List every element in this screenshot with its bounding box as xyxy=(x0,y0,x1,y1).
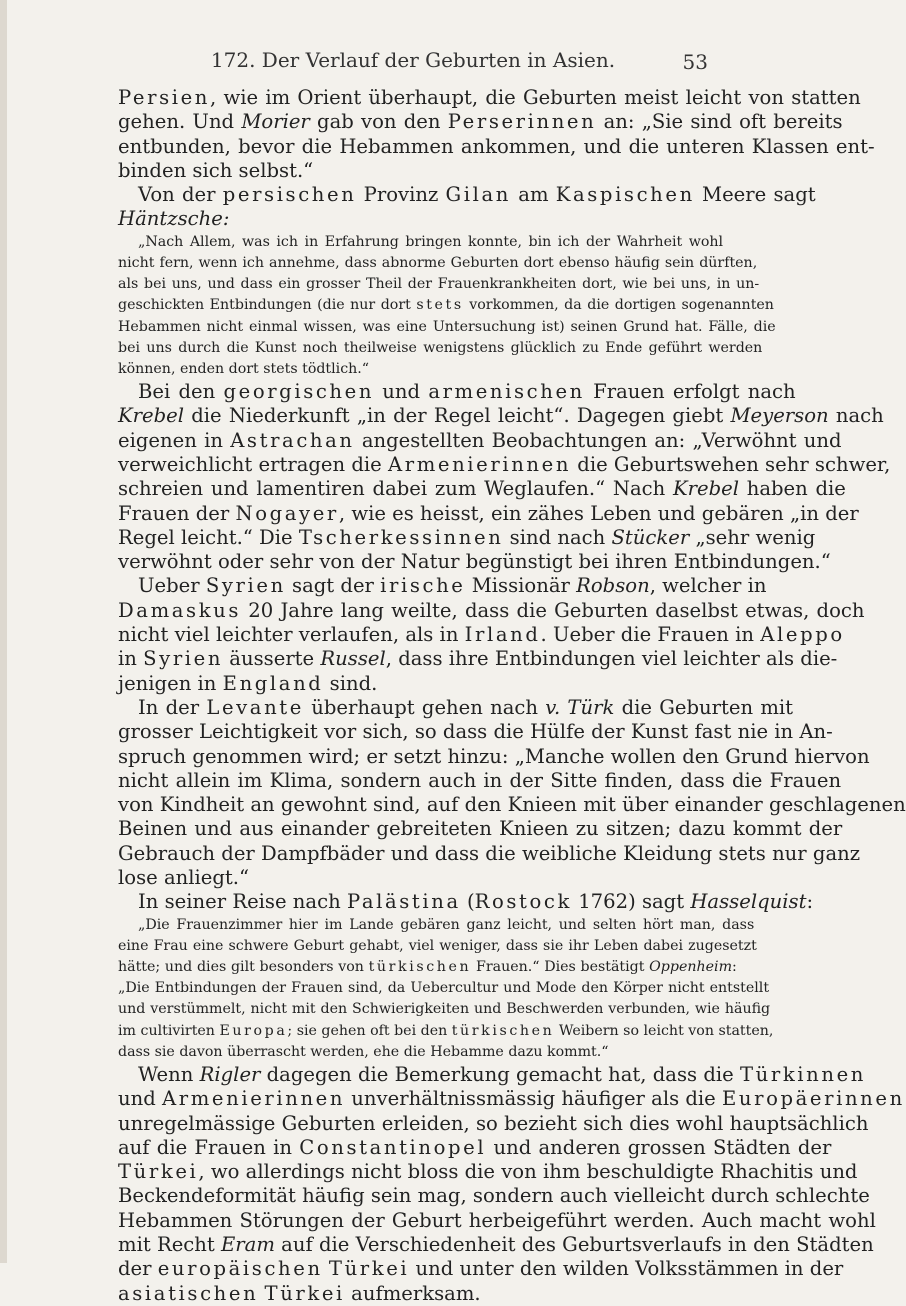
text-line: Beinen und aus einander gebreiteten Knieen zu sitzen; dazu kommt der xyxy=(118,817,843,841)
text-line: verweichlicht ertragen die Armenierinnen die Geburtswehen sehr schwer, xyxy=(118,452,891,476)
text-line: Ueber Syrien sagt der irische Missionär Robson, welcher in xyxy=(138,574,767,598)
text-line: spruch genommen wird; er setzt hinzu: „Manche wollen den Grund hiervon xyxy=(118,744,870,768)
quote-line: „Nach Allem, was ich in Erfahrung bringen konnte, bin ich der Wahrheit wohl xyxy=(138,233,724,250)
running-title: 172. Der Verlauf der Geburten in Asien. xyxy=(210,48,616,72)
text-line: Häntzsche: xyxy=(118,207,230,231)
text-line: Bei den georgischen und armenischen Frauen erfolgt nach xyxy=(138,380,796,404)
text-line: verwöhnt oder sehr von der Natur begünstigt bei ihren Entbindungen.“ xyxy=(118,550,831,574)
text-line: In seiner Reise nach Palästina (Rostock 1762) sagt Hasselquist: xyxy=(138,890,814,914)
text-line: Krebel die Niederkunft „in der Regel leicht“. Dagegen giebt Meyerson nach xyxy=(118,404,884,428)
quote-line: hätte; und dies gilt besonders von türkischen Frauen.“ Dies bestätigt Oppenheim: xyxy=(118,959,737,975)
text-line: schreien und lamentiren dabei zum Weglaufen.“ Nach Krebel haben die xyxy=(118,477,846,501)
text-line: Türkei, wo allerdings nicht bloss die von ihm beschuldigte Rhachitis und xyxy=(118,1160,858,1184)
text-line: Frauen der Nogayer, wie es heisst, ein zähes Leben und gebären „in der xyxy=(118,501,859,525)
quote-line: dass sie davon überrascht werden, ehe die Hebamme dazu kommt.“ xyxy=(118,1043,609,1060)
quote-line: geschickten Entbindungen (die nur dort stets vorkommen, da die dortigen sogenannten xyxy=(118,297,774,314)
quote-line: Hebammen nicht einmal wissen, was eine Untersuchung ist) seinen Grund hat. Fälle, die xyxy=(118,318,776,335)
text-line: Hebammen Störungen der Geburt herbeigeführt werden. Auch macht wohl xyxy=(118,1208,876,1232)
text-line: asiatischen Türkei aufmerksam. xyxy=(118,1281,481,1305)
text-block xyxy=(118,86,906,1306)
text-line: binden sich selbst.“ xyxy=(118,158,314,182)
page-gutter-shadow xyxy=(0,0,7,1263)
text-line: In der Levante überhaupt gehen nach v. Türk die Geburten mit xyxy=(138,695,794,719)
text-line: Gebrauch der Dampfbäder und dass die weibliche Kleidung stets nur ganz xyxy=(118,841,861,865)
text-line: in Syrien äusserte Russel, dass ihre Entbindungen viel leichter als die- xyxy=(118,647,838,671)
text-line: gehen. Und Morier gab von den Perserinnen an: „Sie sind oft bereits xyxy=(118,110,843,134)
quote-line: im cultivirten Europa; sie gehen oft bei den türkischen Weibern so leicht von statten, xyxy=(118,1022,774,1039)
text-line: jenigen in England sind. xyxy=(118,671,378,695)
quote-line: und verstümmelt, nicht mit den Schwierigkeiten und Beschwerden verbunden, wie häufig xyxy=(118,1001,771,1018)
text-line: der europäischen Türkei und unter den wilden Volksstämmen in der xyxy=(118,1257,844,1281)
text-line: Wenn Rigler dagegen die Bemerkung gemacht hat, dass die Türkinnen xyxy=(138,1062,867,1086)
text-line: Persien, wie im Orient überhaupt, die Geburten meist leicht von statten xyxy=(118,86,861,109)
text-line: nicht allein im Klima, sondern auch in der Sitte finden, dass die Frauen xyxy=(118,768,842,792)
text-line: mit Recht Eram auf die Verschiedenheit des Geburtsverlaufs in den Städten xyxy=(118,1233,874,1257)
page-number: 53 xyxy=(682,50,708,74)
text-line: unregelmässige Geburten erleiden, so bezieht sich dies wohl hauptsächlich xyxy=(118,1111,869,1135)
quote-line: „Die Frauenzimmer hier im Lande gebären ganz leicht, und selten hört man, dass xyxy=(138,916,755,933)
text-line: entbunden, bevor die Hebammen ankommen, und die unteren Klassen ent- xyxy=(118,134,875,158)
page-header xyxy=(118,48,708,78)
text-line: eigenen in Astrachan angestellten Beobachtungen an: „Verwöhnt und xyxy=(118,428,842,452)
quote-line: als bei uns, und dass ein grosser Theil der Frauenkrankheiten dort, wie bei uns, in un- xyxy=(118,276,760,293)
text-line: Von der persischen Provinz Gilan am Kaspischen Meere sagt xyxy=(138,183,816,207)
text-line: auf die Frauen in Constantinopel und anderen grossen Städten der xyxy=(118,1135,832,1159)
text-line: Damaskus 20 Jahre lang weilte, dass die Geburten daselbst etwas, doch xyxy=(118,598,865,622)
text-line: Beckendeformität häufig sein mag, sondern auch vielleicht durch schlechte xyxy=(118,1184,870,1208)
quote-line: eine Frau eine schwere Geburt gehabt, viel weniger, dass sie ihr Leben dabei zugesetzt xyxy=(118,937,757,954)
quote-line: nicht fern, wenn ich annehme, dass abnorme Geburten dort ebenso häufig sein dürften, xyxy=(118,254,758,271)
text-line: grosser Leichtigkeit vor sich, so dass die Hülfe der Kunst fast nie in An- xyxy=(118,720,833,744)
quote-line: „Die Entbindungen der Frauen sind, da Uebercultur und Mode den Körper nicht entstellt xyxy=(118,980,770,997)
text-line: nicht viel leichter verlaufen, als in Irland. Ueber die Frauen in Aleppo xyxy=(118,623,845,647)
text-line: von Kindheit an gewohnt sind, auf den Knieen mit über einander geschlagenen xyxy=(118,793,906,817)
quote-line: bei uns durch die Kunst noch theilweise wenigstens glücklich zu Ende geführt werden xyxy=(118,339,763,356)
text-line: und Armenierinnen unverhältnissmässig häufiger als die Europäerinnen xyxy=(118,1087,905,1111)
text-line: Regel leicht.“ Die Tscherkessinnen sind nach Stücker „sehr wenig xyxy=(118,525,816,549)
quote-line: können, enden dort stets tödtlich.“ xyxy=(118,360,370,377)
text-line: lose anliegt.“ xyxy=(118,866,250,890)
